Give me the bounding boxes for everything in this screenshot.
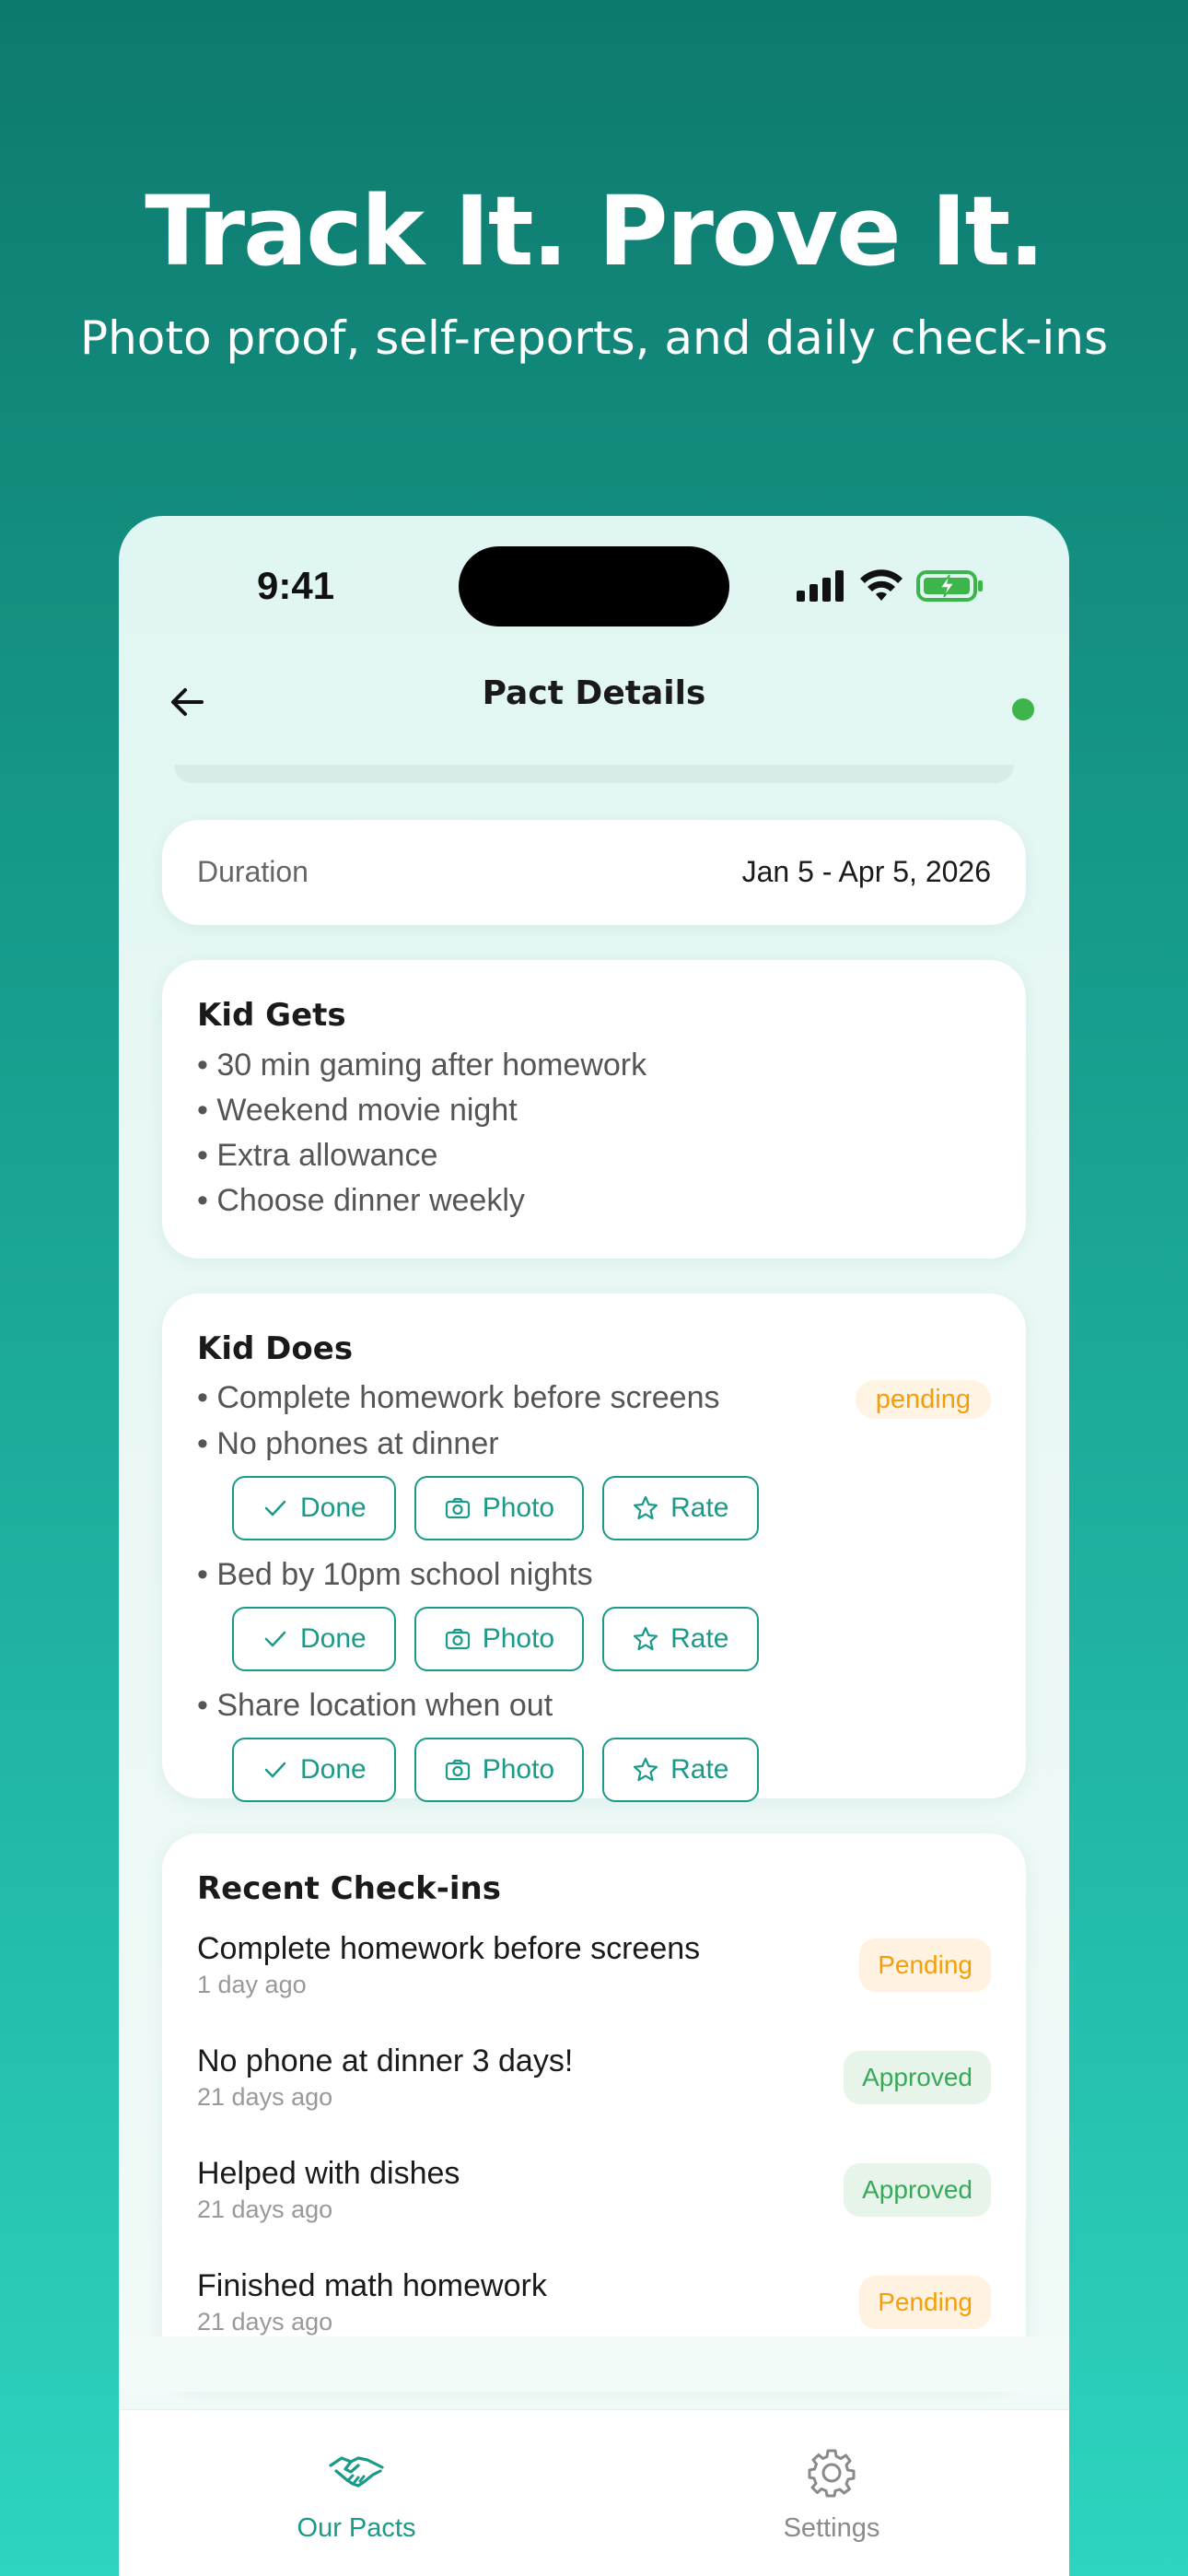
duration-value: Jan 5 - Apr 5, 2026 bbox=[741, 855, 991, 888]
kid-gets-title: Kid Gets bbox=[197, 997, 346, 1034]
page-title: Pact Details bbox=[482, 674, 706, 712]
photo-label: Photo bbox=[482, 1623, 555, 1654]
status-dot bbox=[1012, 698, 1034, 720]
rate-label: Rate bbox=[670, 1754, 729, 1785]
checkin-time: 21 days ago bbox=[197, 2195, 333, 2223]
list-item: • 30 min gaming after homework bbox=[197, 1048, 647, 1083]
kid-does-card bbox=[162, 1294, 1026, 1798]
list-item: • Choose dinner weekly bbox=[197, 1183, 525, 1218]
star-icon bbox=[632, 1494, 659, 1522]
battery-charging-icon bbox=[916, 569, 984, 603]
star-icon bbox=[632, 1625, 659, 1653]
status-bar bbox=[119, 516, 1069, 645]
check-icon bbox=[262, 1756, 289, 1784]
kid-gets-list bbox=[197, 1043, 991, 1224]
cellular-signal-icon bbox=[797, 570, 846, 602]
list-item bbox=[197, 1682, 991, 1728]
task-actions bbox=[232, 1607, 991, 1671]
navigation-bar bbox=[119, 654, 1069, 746]
status-badge: Pending bbox=[859, 1938, 991, 1992]
kid-gets-card bbox=[162, 960, 1026, 1259]
list-item: • Extra allowance bbox=[197, 1138, 438, 1173]
phone-screen bbox=[119, 516, 1069, 2576]
task-actions bbox=[232, 1476, 991, 1540]
checkin-title: Finished math homework bbox=[197, 2268, 547, 2303]
list-item bbox=[197, 1551, 991, 1598]
kid-does-title: Kid Does bbox=[197, 1330, 354, 1367]
task-label: • Share location when out bbox=[197, 1688, 553, 1723]
rate-button[interactable] bbox=[602, 1476, 758, 1540]
checkin-item[interactable] bbox=[197, 1914, 991, 2020]
status-time: 9:41 bbox=[257, 564, 335, 607]
task-label: • Complete homework before screens bbox=[197, 1380, 720, 1415]
camera-icon bbox=[444, 1494, 472, 1522]
recent-checkins-title: Recent Check-ins bbox=[197, 1870, 501, 1907]
status-badge: pending bbox=[856, 1380, 991, 1419]
photo-button[interactable] bbox=[414, 1476, 584, 1540]
checkin-title: Helped with dishes bbox=[197, 2156, 460, 2191]
rate-label: Rate bbox=[670, 1493, 729, 1523]
status-badge: Approved bbox=[844, 2163, 991, 2217]
done-label: Done bbox=[300, 1623, 367, 1654]
checkin-title: Complete homework before screens bbox=[197, 1931, 701, 1966]
task-actions bbox=[232, 1738, 991, 1802]
photo-button[interactable] bbox=[414, 1607, 584, 1671]
photo-label: Photo bbox=[482, 1754, 555, 1785]
check-icon bbox=[262, 1625, 289, 1653]
duration-label: Duration bbox=[197, 855, 309, 888]
checkin-item[interactable] bbox=[197, 2027, 991, 2132]
done-button[interactable] bbox=[232, 1476, 396, 1540]
rate-label: Rate bbox=[670, 1623, 729, 1654]
star-icon bbox=[632, 1756, 659, 1784]
checkin-title: No phone at dinner 3 days! bbox=[197, 2043, 574, 2078]
wifi-icon bbox=[859, 569, 903, 603]
done-label: Done bbox=[300, 1493, 367, 1523]
previous-card-edge bbox=[174, 765, 1014, 783]
done-button[interactable] bbox=[232, 1607, 396, 1671]
check-icon bbox=[262, 1494, 289, 1522]
checkin-item[interactable] bbox=[197, 2139, 991, 2244]
scroll-cutoff bbox=[119, 2336, 1069, 2392]
list-item: • Weekend movie night bbox=[197, 1093, 518, 1128]
photo-button[interactable] bbox=[414, 1738, 584, 1802]
status-badge: Approved bbox=[844, 2051, 991, 2104]
rate-button[interactable] bbox=[602, 1738, 758, 1802]
tab-our-pacts[interactable] bbox=[119, 2410, 594, 2576]
tab-bar bbox=[119, 2409, 1069, 2576]
gear-icon bbox=[802, 2447, 861, 2499]
promo-headline: Track It. Prove It. bbox=[145, 175, 1043, 287]
tab-label: Our Pacts bbox=[297, 2513, 416, 2543]
tab-label: Settings bbox=[783, 2513, 880, 2543]
rate-button[interactable] bbox=[602, 1607, 758, 1671]
handshake-icon bbox=[327, 2447, 386, 2499]
tab-settings[interactable] bbox=[594, 2410, 1069, 2576]
task-label: • No phones at dinner bbox=[197, 1426, 499, 1461]
done-label: Done bbox=[300, 1754, 367, 1785]
camera-icon bbox=[444, 1625, 472, 1653]
duration-card bbox=[162, 820, 1026, 925]
list-item bbox=[197, 1375, 991, 1421]
checkin-time: 21 days ago bbox=[197, 2308, 333, 2336]
dynamic-island bbox=[459, 546, 729, 626]
status-badge: Pending bbox=[859, 2276, 991, 2329]
task-label: • Bed by 10pm school nights bbox=[197, 1557, 593, 1592]
recent-checkins-card bbox=[162, 1833, 1026, 2386]
camera-icon bbox=[444, 1756, 472, 1784]
done-button[interactable] bbox=[232, 1738, 396, 1802]
status-icons bbox=[797, 568, 984, 604]
checkin-time: 1 day ago bbox=[197, 1971, 307, 1998]
list-item bbox=[197, 1421, 991, 1467]
checkin-time: 21 days ago bbox=[197, 2083, 333, 2111]
photo-label: Photo bbox=[482, 1493, 555, 1523]
promo-subline: Photo proof, self-reports, and daily check-ins bbox=[79, 311, 1109, 365]
